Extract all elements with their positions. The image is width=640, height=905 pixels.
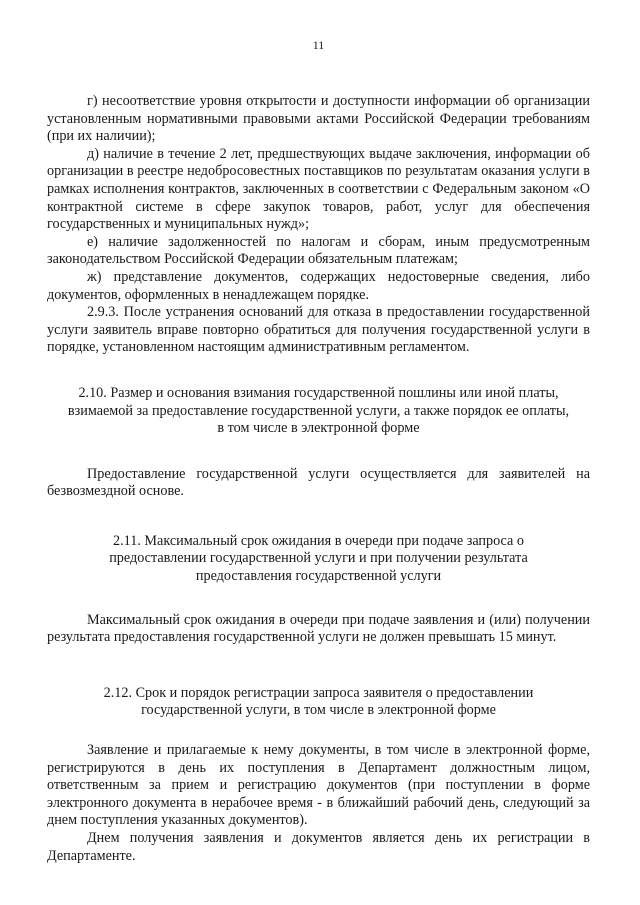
heading-2-11: 2.11. Максимальный срок ожидания в очереди при подаче запроса о предоставлении государственной услуги и при получении результата предоставления государственной услуги [109,532,528,585]
paragraph-item-zh: ж) представление документов, содержащих недостоверные сведения, либо документов, оформленных в ненадлежащем порядке. [47,268,590,303]
paragraph-2-9-3: 2.9.3. После устранения оснований для отказа в предоставлении государственной услуги заявитель вправе повторно обратиться для получения государственной услуги в порядке, установленном настоящим административным регламентом. [47,304,590,356]
paragraph-item-g: г) несоответствие уровня открытости и доступности информации об организации установленным нормативными правовыми актами Российской Федерации требованиям (при их наличии); [47,93,590,145]
heading-2-10: 2.10. Размер и основания взимания государственной пошлины или иной платы, взимаемой за предоставление государственной услуги, а также порядок ее оплаты, в том числе в электронной форме [67,384,570,437]
document-content [47,93,590,865]
page-number: 11 [312,38,325,52]
paragraph-2-12-body-1: Заявление и прилагаемые к нему документы, в том числе в электронной форме, регистрируются в день их поступления в Департамент должностным лицом, ответственным за прием и регистрацию документов (при поступлении в форме электронного документа в нерабочее время - в ближайший рабочий день, следующий за днем поступления указанных документов). [47,742,590,829]
paragraph-item-d: д) наличие в течение 2 лет, предшествующих выдаче заключения, информации об организации в реестре недобросовестных поставщиков по результатам оказания услуги в рамках исполнения контрактов, заключенных в соответствии с Федеральным законом «О контрактной системе в сфере закупок товаров, работ, услуг для обеспечения государственных и муниципальных нужд»; [47,145,590,233]
document-page [47,0,590,905]
paragraph-2-10-body: Предоставление государственной услуги осуществляется для заявителей на безвозмездной основе. [47,465,590,500]
paragraph-2-11-body: Максимальный срок ожидания в очереди при подаче заявления и (или) получении результата предоставления государственной услуги не должен превышать 15 минут. [47,611,590,646]
paragraph-2-12-body-2: Днем получения заявления и документов является день их регистрации в Департаменте. [47,830,590,864]
heading-2-12: 2.12. Срок и порядок регистрации запроса заявителя о предоставлении государственной услуги, в том числе в электронной форме [103,684,534,719]
paragraph-item-e: е) наличие задолженностей по налогам и сборам, иным предусмотренным законодательством Российской Федерации обязательным платежам; [47,233,590,268]
